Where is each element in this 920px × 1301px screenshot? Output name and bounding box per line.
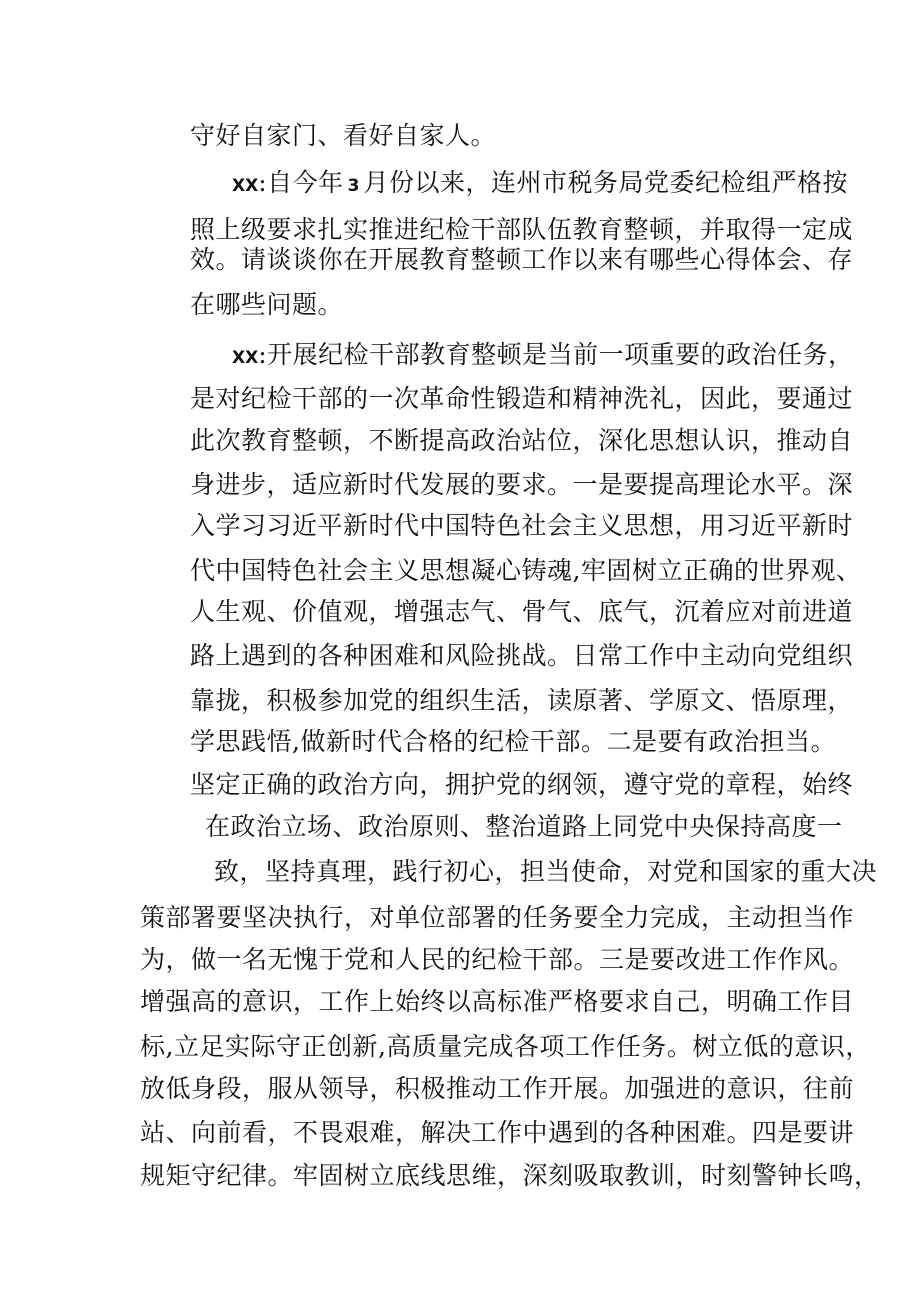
line-text: 学思践悟,做新时代合格的纪检干部。二是要有政治担当。 bbox=[190, 727, 836, 756]
text-line-2 bbox=[232, 168, 848, 201]
line-text: 增强高的意识，工作上始终以高标准严格要求自己，明确工作目 bbox=[140, 987, 855, 1016]
line-text: 入学习习近平新时代中国特色社会主义思想，用习近平新时 bbox=[190, 511, 854, 540]
text-line-22 bbox=[140, 1032, 871, 1062]
line-text: 照上级要求扎实推进纪检干部队伍教育整顿，并取得一定成 bbox=[190, 215, 854, 244]
text-line-10 bbox=[190, 511, 853, 541]
text-line-19 bbox=[140, 903, 854, 933]
text-line-6 bbox=[232, 340, 854, 373]
line-text: 标,立足实际守正创新,高质量完成各项工作任务。树立低的意识， bbox=[140, 1032, 871, 1061]
text-line-21 bbox=[140, 987, 854, 1017]
text-line-4 bbox=[190, 245, 853, 275]
line-text: 为，做一名无愧于党和人民的纪检干部。三是要改进工作作风。 bbox=[140, 945, 855, 974]
text-line-25 bbox=[140, 1161, 880, 1191]
line-text: 站、向前看，不畏艰难，解决工作中遇到的各种困难。四是要讲 bbox=[140, 1118, 855, 1147]
line-text: 路上遇到的各种困难和风险挑战。日常工作中主动向党组织 bbox=[190, 641, 854, 670]
month-number: 3 bbox=[347, 176, 360, 196]
line-text: :自今年 bbox=[258, 168, 344, 197]
text-line-16 bbox=[190, 770, 853, 800]
text-line-1 bbox=[190, 121, 496, 151]
line-text: 在政治立场、政治原则、整治道路上同党中央保持高度一 bbox=[205, 812, 843, 841]
line-text: 此次教育整顿，不断提高政治站位，深化思想认识，推动自 bbox=[190, 426, 854, 455]
text-line-8 bbox=[190, 426, 853, 456]
text-line-12 bbox=[190, 597, 853, 627]
text-line-3 bbox=[190, 215, 853, 245]
text-line-23 bbox=[140, 1074, 854, 1104]
line-text: 效。请谈谈你在开展教育整顿工作以来有哪些心得体会、存 bbox=[190, 245, 854, 274]
line-text: 身进步，适应新时代发展的要求。一是要提高理论水平。深 bbox=[190, 470, 854, 499]
text-line-5 bbox=[190, 290, 343, 320]
text-line-18 bbox=[214, 857, 877, 887]
line-text: 策部署要坚决执行，对单位部署的任务要全力完成，主动担当作 bbox=[140, 903, 855, 932]
text-line-17 bbox=[205, 812, 843, 842]
line-text: 月份以来，连州市税务局党委纪检组严格按 bbox=[363, 168, 849, 197]
text-line-11 bbox=[190, 556, 861, 586]
line-text: 靠拢，积极参加党的组织生活，读原著、学原文、悟原理， bbox=[190, 686, 854, 715]
text-line-24 bbox=[140, 1118, 854, 1148]
speaker-label: XX bbox=[232, 348, 259, 368]
line-text: 放低身段，服从领导，积极推动工作开展。加强进的意识，往前 bbox=[140, 1074, 855, 1103]
line-text: :开展纪检干部教育整顿是当前一项重要的政治任务， bbox=[258, 340, 854, 369]
line-text: 规矩守纪律。牢固树立底线思维，深刻吸取教训，时刻警钟长鸣， bbox=[140, 1161, 880, 1190]
text-line-7 bbox=[190, 384, 853, 414]
line-text: 守好自家门、看好自家人。 bbox=[190, 121, 497, 150]
text-line-9 bbox=[190, 470, 853, 500]
line-text: 人生观、价值观，增强志气、骨气、底气，沉着应对前进道 bbox=[190, 597, 854, 626]
speaker-label: XX bbox=[232, 176, 259, 196]
line-text: 在哪些问题。 bbox=[190, 290, 344, 319]
line-text: 坚定正确的政治方向，拥护党的纲领，遵守党的章程，始终 bbox=[190, 770, 854, 799]
line-text: 代中国特色社会主义思想凝心铸魂,牢固树立正确的世界观、 bbox=[190, 556, 862, 585]
line-text: 致，坚持真理，践行初心，担当使命，对党和国家的重大决 bbox=[214, 857, 878, 886]
text-line-13 bbox=[190, 641, 853, 671]
text-line-20 bbox=[140, 945, 854, 975]
text-line-14 bbox=[190, 686, 853, 716]
line-text: 是对纪检干部的一次革命性锻造和精神洗礼，因此，要通过 bbox=[190, 384, 854, 413]
text-line-15 bbox=[190, 727, 836, 757]
